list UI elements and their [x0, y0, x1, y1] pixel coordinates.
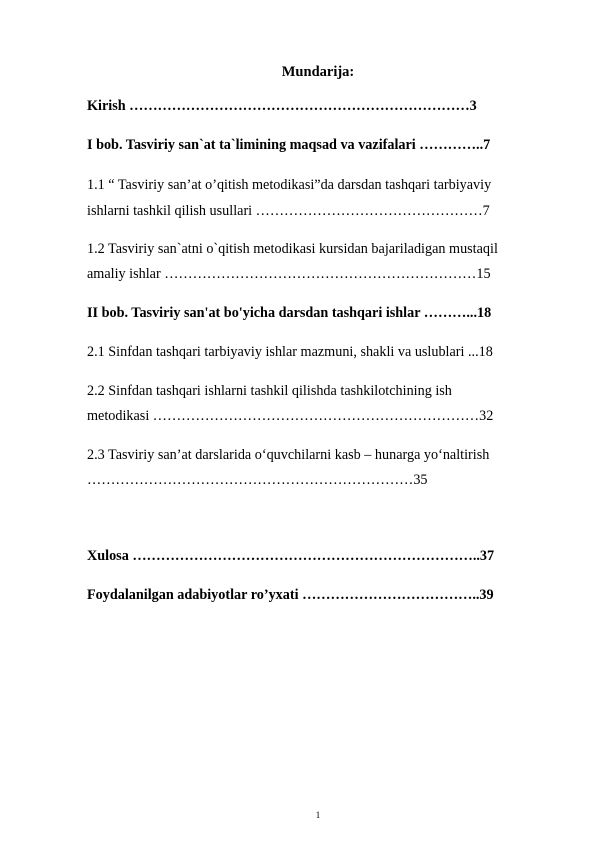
toc-entry-1-1-line1: 1.1 “ Tasviriy san’at o’qitish metodikasi”da darsdan tashqari tarbiyaviy [87, 177, 492, 193]
toc-entry-adabiyotlar: Foydalanilgan adabiyotlar ro’yxati ………………………………..39 [87, 587, 494, 603]
toc-entry-1-2-line2: amaliy ishlar …………………………………………………………15 [87, 266, 491, 282]
toc-entry-2-1: 2.1 Sinfdan tashqari tarbiyaviy ishlar mazmuni, shakli va uslublari ...18 [87, 344, 493, 360]
toc-entry-2-2-line1: 2.2 Sinfdan tashqari ishlarni tashkil qilishda tashkilotchining ish [87, 383, 452, 399]
toc-entry-kirish: Kirish ………………………………………………………………3 [87, 98, 477, 114]
toc-entry-2-3-line1: 2.3 Tasviriy san’at darslarida o‘quvchilarni kasb – hunarga yo‘naltirish [87, 447, 490, 463]
page-number: 1 [315, 810, 321, 820]
toc-entry-2-2-line2: metodikasi ……………………………………………………………32 [87, 408, 494, 424]
page-title: Mundarija: [281, 64, 355, 80]
toc-entry-2-3-line2: ……………………………………………………………35 [87, 472, 428, 488]
toc-entry-1-1-line2: ishlarni tashkil qilish usullari …………………………………………7 [87, 203, 490, 219]
toc-entry-1-2-line1: 1.2 Tasviriy san`atni o`qitish metodikasi kursidan bajariladigan mustaqil [87, 241, 498, 257]
toc-entry-chapter-1: I bob. Tasviriy san`at ta`limining maqsad va vazifalari …………..7 [87, 137, 491, 153]
toc-entry-chapter-2: II bob. Tasviriy san'at bo'yicha darsdan tashqari ishlar ………...18 [87, 305, 492, 321]
toc-entry-xulosa: Xulosa ………………………………………………………………..37 [87, 548, 495, 564]
